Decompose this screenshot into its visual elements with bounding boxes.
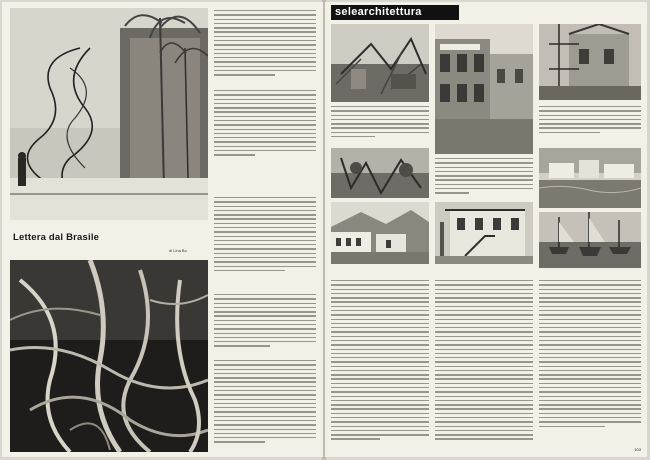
photo-colonial-house-stair	[435, 202, 533, 264]
photo-colonial-street	[435, 24, 533, 154]
body-text-column-2	[435, 280, 533, 448]
caption-colonial-street	[435, 158, 533, 198]
photo-sculpture-palms	[10, 8, 208, 220]
body-text-column-right-upper	[214, 197, 316, 277]
photo-ruined-wall	[331, 148, 429, 198]
photo-hillside-street	[331, 202, 429, 264]
photo-harbor-boats	[539, 212, 641, 268]
body-text-column-right-lower	[214, 294, 316, 354]
intro-text-column-top	[214, 10, 316, 85]
italic-text-column-bottom	[214, 360, 316, 450]
article-title: Lettera dal Brasile	[13, 232, 100, 243]
page-number: 103	[634, 447, 641, 452]
photo-mangrove-roots	[10, 260, 208, 452]
caption-ruins	[331, 106, 429, 146]
left-page	[2, 2, 323, 457]
right-page	[325, 2, 647, 457]
body-text-column-3	[539, 280, 641, 440]
photo-ruins	[331, 24, 429, 102]
photo-riverside-houses	[539, 148, 641, 208]
intro-text-column-middle	[214, 90, 316, 165]
photo-house-scaffolding	[539, 24, 641, 100]
article-byline: di Lina Bo	[169, 248, 187, 253]
body-text-column-1	[331, 280, 429, 448]
masthead-banner: selearchitettura	[331, 5, 459, 20]
caption-house-scaffolding	[539, 106, 641, 142]
